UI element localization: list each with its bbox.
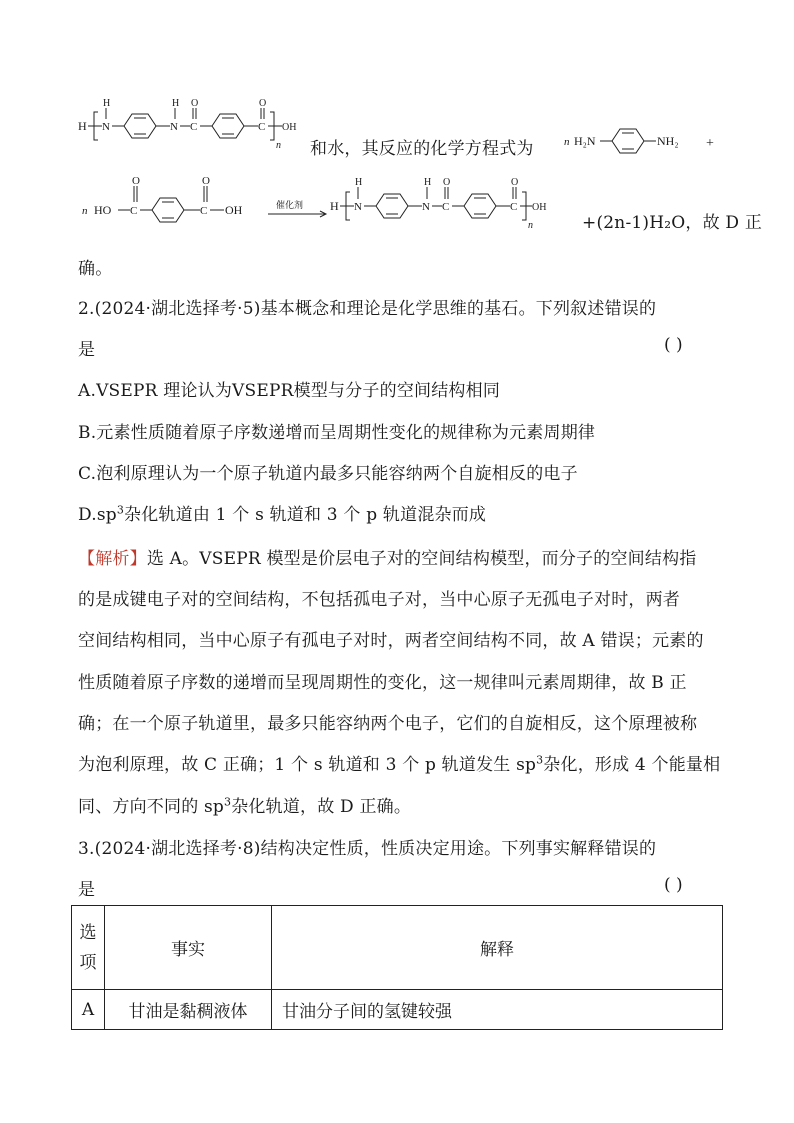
svg-text:催化剂: 催化剂 (276, 200, 304, 210)
reaction-arrow (266, 196, 330, 226)
diacid-structure (82, 170, 262, 230)
svg-text:C: C (258, 121, 266, 133)
q2-option-c: C.泡利原理认为一个原子轨道内最多只能容纳两个自旋相反的电子 (78, 464, 578, 484)
svg-text:O: O (511, 177, 519, 188)
q2-option-a: A.VSEPR 理论认为VSEPR模型与分子的空间结构相同 (78, 381, 501, 401)
q2-stem-line2: 是 (78, 340, 96, 360)
reaction-tail: +(2n-1)H₂O，故 D 正 (582, 213, 763, 233)
svg-text:N: N (102, 121, 110, 133)
svg-text:C: C (510, 201, 518, 213)
svg-text:C: C (190, 121, 198, 133)
q2-analysis-line6 (78, 750, 720, 775)
reaction-text: 和水，其反应的化学方程式为 (310, 139, 534, 159)
q3-stem-line1: 3.(2024·湖北选择考·8)结构决定性质，性质决定用途。下列事实解释错误的 (78, 839, 657, 859)
svg-text:C: C (130, 205, 138, 217)
svg-text:OH: OH (225, 203, 243, 217)
q3-answer-blank: ( ) (664, 875, 683, 895)
q2-stem-line1: 2.(2024·湖北选择考·5)基本概念和理论是化学思维的基石。下列叙述错误的 (78, 299, 657, 319)
q3-table (71, 905, 723, 1030)
q2-analysis-line2: 的是成键电子对的空间结构，不包括孤电子对，当中心原子无孤电子对时，两者 (78, 590, 680, 610)
header-fact: 事实 (105, 906, 272, 990)
reaction-tail-2: 确。 (78, 259, 113, 279)
table-row (72, 990, 723, 1030)
header-option (72, 906, 105, 990)
svg-text:O: O (443, 177, 451, 188)
q2-analysis-7-sup: 3 (224, 795, 232, 809)
svg-text:n: n (82, 205, 88, 217)
q2-analysis-line7 (78, 792, 411, 817)
q2-analysis-6-sup: 3 (536, 753, 544, 767)
svg-text:H: H (424, 177, 432, 188)
q2-option-d-sup: 3 (116, 503, 125, 517)
svg-text:C: C (200, 205, 208, 217)
q2-option-b: B.元素性质随着原子序数递增而呈周期性变化的规律称为元素周期律 (78, 423, 596, 443)
svg-text:OH: OH (282, 122, 297, 133)
svg-text:H₂N: H₂N (574, 134, 596, 148)
q2-option-d-post: 杂化轨道由 1 个 s 轨道和 3 个 p 轨道混杂而成 (124, 505, 487, 525)
q2-analysis-line1 (78, 544, 696, 569)
svg-text:H: H (330, 199, 339, 213)
svg-text:N: N (422, 201, 430, 213)
svg-text:H: H (355, 177, 363, 188)
svg-text:OH: OH (532, 202, 547, 213)
svg-text:C: C (442, 201, 450, 213)
polymer-structure-top (72, 92, 312, 162)
q2-option-d-pre: D.sp (78, 505, 117, 525)
svg-text:O: O (259, 98, 267, 109)
q2-analysis-line5: 确；在一个原子轨道里，最多只能容纳两个电子，它们的自旋相反，这个原理被称 (78, 714, 698, 734)
svg-text:N: N (354, 201, 362, 213)
row-explanation: 甘油分子间的氢键较强 (272, 990, 723, 1030)
header-explanation: 解释 (272, 906, 723, 990)
q2-analysis-6-pre: 为泡利原理，故 C 正确；1 个 s 轨道和 3 个 p 轨道发生 sp (78, 755, 537, 775)
q2-option-d (78, 500, 486, 525)
svg-text:n: n (276, 140, 281, 151)
polymer-structure-product (328, 168, 568, 234)
q2-analysis-text1: 选 A。VSEPR 模型是价层电子对的空间结构模型，而分子的空间结构指 (146, 549, 697, 569)
q3-stem-line2: 是 (78, 880, 96, 900)
analysis-tag: 【解析】 (78, 549, 147, 569)
svg-text:NH₂: NH₂ (657, 134, 679, 148)
svg-text:O: O (132, 175, 140, 187)
svg-text:H: H (103, 98, 111, 109)
q2-analysis-line3: 空间结构相同，当中心原子有孤电子对时，两者空间结构不同，故 A 错误；元素的 (78, 631, 704, 651)
svg-text:n: n (528, 220, 533, 231)
svg-text:O: O (191, 98, 199, 109)
q2-answer-blank: ( ) (664, 335, 683, 355)
row-fact: 甘油是黏稠液体 (105, 990, 272, 1030)
q2-analysis-7-post: 杂化轨道，故 D 正确。 (231, 797, 412, 817)
svg-text:H: H (78, 119, 87, 133)
table-header-row (72, 906, 723, 990)
q2-analysis-7-pre: 同、方向不同的 sp (78, 797, 225, 817)
header-option-2: 项 (79, 952, 97, 973)
svg-text:H: H (172, 98, 180, 109)
svg-text:+: + (706, 136, 714, 151)
svg-text:O: O (202, 175, 210, 187)
diamine-structure (564, 115, 714, 165)
q2-analysis-6-post: 杂化，形成 4 个能量相 (543, 755, 721, 775)
row-option: A (72, 990, 105, 1030)
svg-text:n: n (564, 136, 570, 148)
q2-analysis-line4: 性质随着原子序数的递增而呈现周期性的变化，这一规律叫元素周期律，故 B 正 (78, 673, 687, 693)
svg-text:HO: HO (94, 203, 112, 217)
svg-text:N: N (170, 121, 178, 133)
header-option-1: 选 (79, 922, 97, 943)
